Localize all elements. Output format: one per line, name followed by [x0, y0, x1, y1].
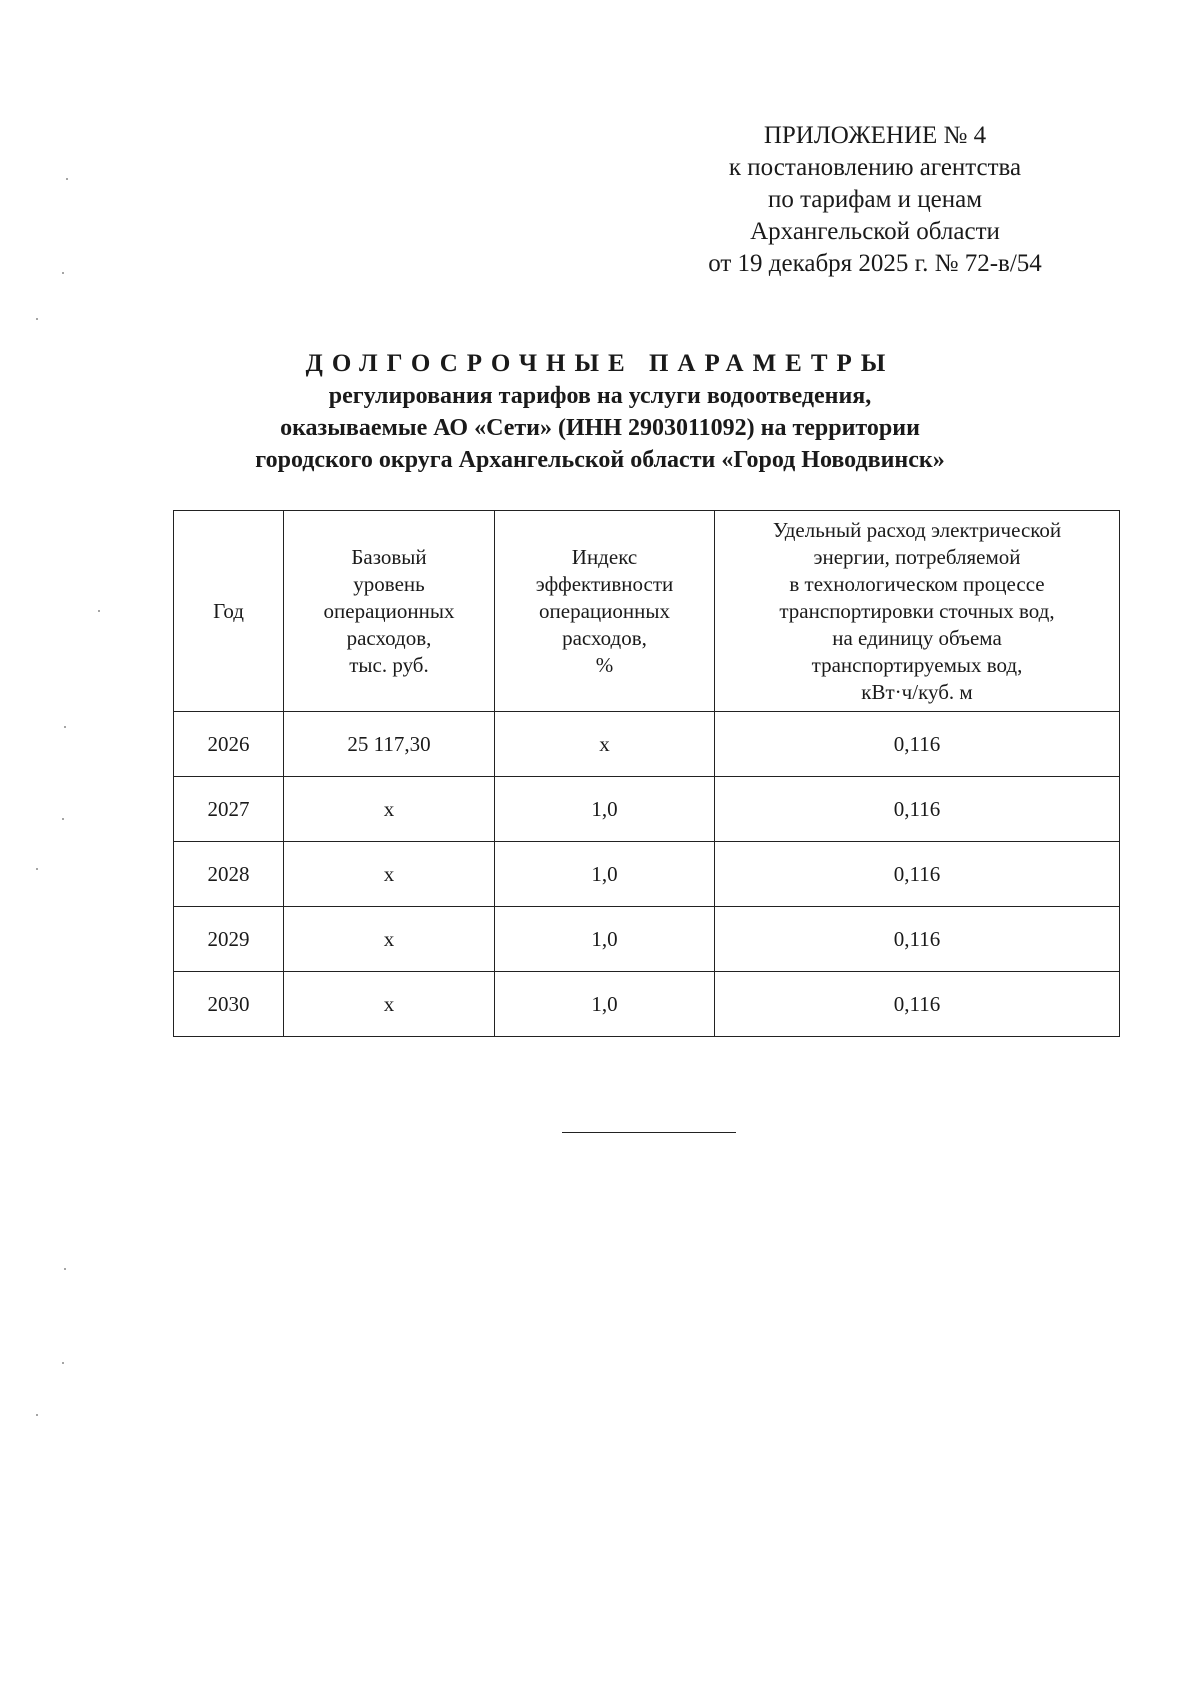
- cell-efficiency-index: 1,0: [495, 972, 715, 1037]
- cell-efficiency-index: 1,0: [495, 907, 715, 972]
- title-subtitle-line: регулирования тарифов на услуги водоотведения,: [328, 383, 872, 409]
- cell-electricity: 0,116: [715, 777, 1120, 842]
- cell-electricity: 0,116: [715, 907, 1120, 972]
- title-subtitle-line: оказываемые АО «Сети» (ИНН 2903011092) на территории: [280, 415, 920, 441]
- table-row: [174, 712, 1120, 777]
- appendix-line: к постановлению агентства: [728, 154, 1022, 181]
- cell-electricity: 0,116: [715, 842, 1120, 907]
- scan-speck: [62, 1362, 64, 1364]
- table-row: [174, 777, 1120, 842]
- cell-base-opex: 25 117,30: [284, 712, 495, 777]
- scan-speck: [36, 868, 38, 870]
- header-electricity-consumption: Удельный расход электрической энергии, потребляемой в технологическом процессе транспортировки сточных вод, на единицу объема транспортируемых вод, кВт·ч/куб. м: [715, 511, 1120, 712]
- appendix-date-number: от 19 декабря 2025 г. № 72-в/54: [708, 250, 1042, 277]
- cell-efficiency-index: 1,0: [495, 777, 715, 842]
- scan-speck: [64, 726, 66, 728]
- scan-speck: [62, 272, 64, 274]
- cell-year: 2030: [174, 972, 284, 1037]
- scan-speck: [66, 178, 68, 180]
- document-title: [150, 348, 1050, 476]
- cell-efficiency-index: х: [495, 712, 715, 777]
- appendix-number: ПРИЛОЖЕНИЕ № 4: [763, 122, 987, 149]
- scan-speck: [62, 818, 64, 820]
- appendix-line: Архангельской области: [750, 218, 1000, 245]
- cell-base-opex: х: [284, 907, 495, 972]
- header-year: Год: [174, 511, 284, 712]
- parameters-table: [173, 510, 1120, 1037]
- scan-speck: [64, 1268, 66, 1270]
- cell-year: 2026: [174, 712, 284, 777]
- cell-base-opex: х: [284, 842, 495, 907]
- cell-base-opex: х: [284, 777, 495, 842]
- scan-speck: [36, 318, 38, 320]
- title-subtitle-line: городского округа Архангельской области «Город Новодвинск»: [255, 447, 945, 473]
- cell-year: 2028: [174, 842, 284, 907]
- scan-speck: [36, 1414, 38, 1416]
- cell-year: 2027: [174, 777, 284, 842]
- title-main: ДОЛГОСРОЧНЫЕ ПАРАМЕТРЫ: [305, 350, 895, 377]
- appendix-line: по тарифам и ценам: [767, 186, 983, 213]
- header-base-opex: Базовый уровень операционных расходов, тыс. руб.: [284, 511, 495, 712]
- table-row: [174, 842, 1120, 907]
- header-efficiency-index: Индекс эффективности операционных расходов, %: [495, 511, 715, 712]
- cell-electricity: 0,116: [715, 972, 1120, 1037]
- appendix-header: [640, 120, 1110, 280]
- table-header-row: [174, 511, 1120, 712]
- scan-speck: [98, 610, 100, 612]
- table-row: [174, 972, 1120, 1037]
- cell-year: 2029: [174, 907, 284, 972]
- cell-base-opex: х: [284, 972, 495, 1037]
- cell-electricity: 0,116: [715, 712, 1120, 777]
- cell-efficiency-index: 1,0: [495, 842, 715, 907]
- table-row: [174, 907, 1120, 972]
- closing-rule-divider: [562, 1132, 736, 1133]
